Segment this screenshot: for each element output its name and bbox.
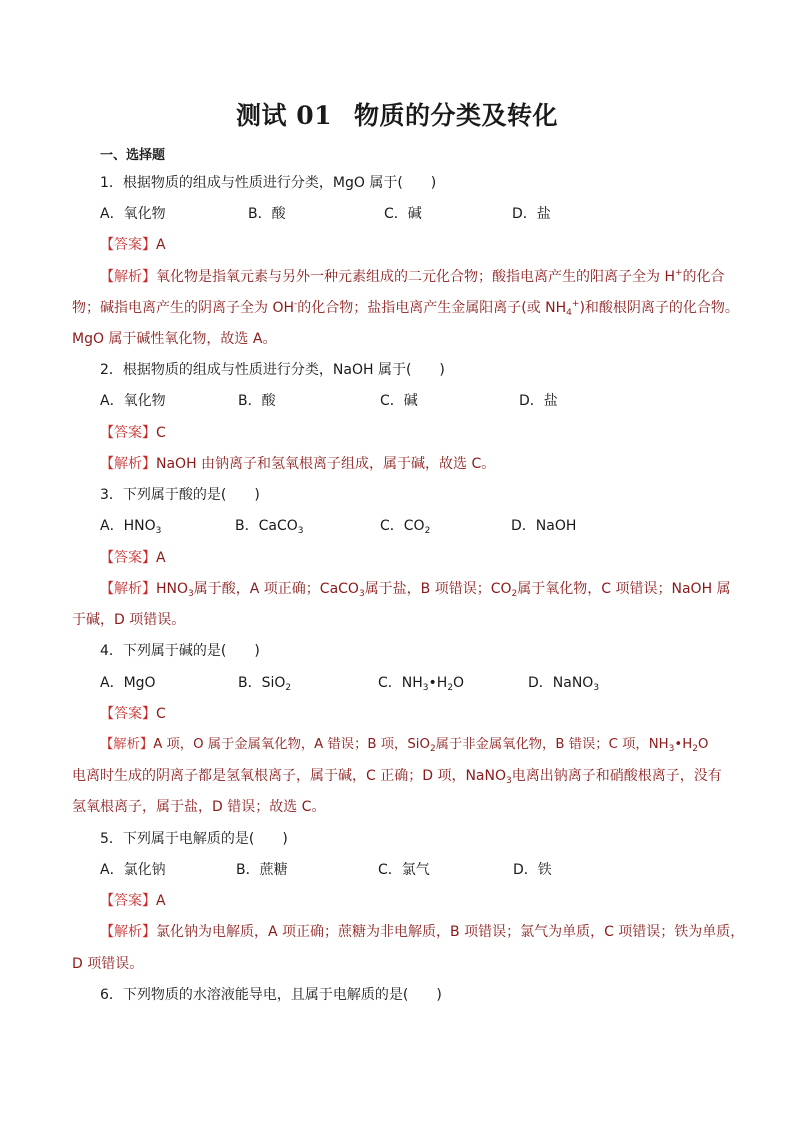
q5-option-c: C．氯气 bbox=[378, 862, 430, 878]
q4-analysis-line-1: 【解析】A 项，O 属于金属氧化物，A 错误；B 项，SiO$_2$属于非金属氧化物，B 错误；C 项，$NH_3•H_2O$ bbox=[100, 737, 709, 754]
q3-analysis-line-1: 【解析】$HNO_3$属于酸，A 项正确；CaCO$_3$属于盐，B 项错误；$CO_2$属于氧化物，C 项错误；NaOH 属 bbox=[100, 581, 731, 599]
q5-option-b: B．蔗糖 bbox=[236, 862, 288, 878]
question-6-stem: 6．下列物质的水溶液能导电，且属于电解质的是( ) bbox=[100, 987, 442, 1003]
q2-option-d: D．盐 bbox=[519, 393, 558, 409]
q3-analysis-line-2: 于碱，D 项错误。 bbox=[72, 612, 186, 628]
q3-answer: 【答案】A bbox=[100, 550, 166, 566]
page-title: 测试 01 物质的分类及转化 bbox=[235, 101, 558, 130]
q2-option-a: A．氧化物 bbox=[100, 393, 166, 409]
q1-option-d: D．盐 bbox=[512, 206, 551, 222]
q5-analysis-line-1: 【解析】氯化钠为电解质，A 项正确；蔗糖为非电解质，B 项错误；氯气为单质，C 项错误；铁为单质， bbox=[100, 924, 745, 940]
q5-analysis-line-2: D 项错误。 bbox=[72, 956, 144, 972]
q4-analysis-line-3: 氢氧根离子，属于盐，D 错误；故选 C。 bbox=[72, 799, 326, 815]
question-4-stem: 4．下列属于碱的是( ) bbox=[100, 643, 260, 659]
q1-analysis-line-1: 【解析】氧化物是指氧元素与另外一种元素组成的二元化合物；酸指电离产生的阳离子全为 H+的化合 bbox=[100, 268, 725, 285]
q1-option-a: A．氧化物 bbox=[100, 206, 166, 222]
q5-option-a: A．氯化钠 bbox=[100, 862, 166, 878]
q3-option-c: C．$CO_2$ bbox=[380, 518, 431, 536]
q1-answer: 【答案】A bbox=[100, 237, 166, 253]
q1-analysis-line-3: MgO 属于碱性氧化物，故选 A。 bbox=[72, 331, 277, 347]
q4-option-c: C．$NH_3•H_2O$ bbox=[378, 675, 465, 693]
question-1-stem: 1．根据物质的组成与性质进行分类，MgO 属于( ) bbox=[100, 175, 437, 191]
question-5-stem: 5．下列属于电解质的是( ) bbox=[100, 831, 288, 847]
q4-answer: 【答案】C bbox=[100, 706, 166, 722]
q4-option-d: D．NaNO$_3$ bbox=[528, 675, 600, 693]
q5-option-d: D．铁 bbox=[513, 862, 552, 878]
question-3-stem: 3．下列属于酸的是( ) bbox=[100, 487, 260, 503]
q2-analysis-line-1: 【解析】NaOH 由钠离子和氢氧根离子组成，属于碱，故选 C。 bbox=[100, 456, 496, 472]
q2-option-b: B．酸 bbox=[238, 393, 276, 409]
q3-option-a: A．$HNO_3$ bbox=[100, 518, 162, 536]
q1-analysis-line-2: 物；碱指电离产生的阴离子全为 OH-的化合物；盐指电离产生金属阳离子(或 $NH_4^+$)和酸根阴离子的化合物。 bbox=[72, 299, 739, 318]
section-heading: 一、选择题 bbox=[100, 148, 166, 163]
q2-option-c: C．碱 bbox=[380, 393, 418, 409]
question-2-stem: 2．根据物质的组成与性质进行分类，NaOH 属于( ) bbox=[100, 362, 445, 378]
q1-option-c: C．碱 bbox=[384, 206, 422, 222]
q2-answer: 【答案】C bbox=[100, 425, 166, 441]
q1-option-b: B．酸 bbox=[248, 206, 286, 222]
q4-analysis-line-2: 电离时生成的阴离子都是氢氧根离子，属于碱，C 正确；D 项，NaNO$_3$电离出钠离子和硝酸根离子，没有 bbox=[72, 768, 722, 786]
q4-option-a: A．MgO bbox=[100, 675, 156, 691]
q5-answer: 【答案】A bbox=[100, 893, 166, 909]
q3-option-b: B．CaCO$_3$ bbox=[235, 518, 304, 536]
q4-option-b: B．SiO$_2$ bbox=[238, 675, 292, 693]
q3-option-d: D．NaOH bbox=[511, 518, 577, 534]
